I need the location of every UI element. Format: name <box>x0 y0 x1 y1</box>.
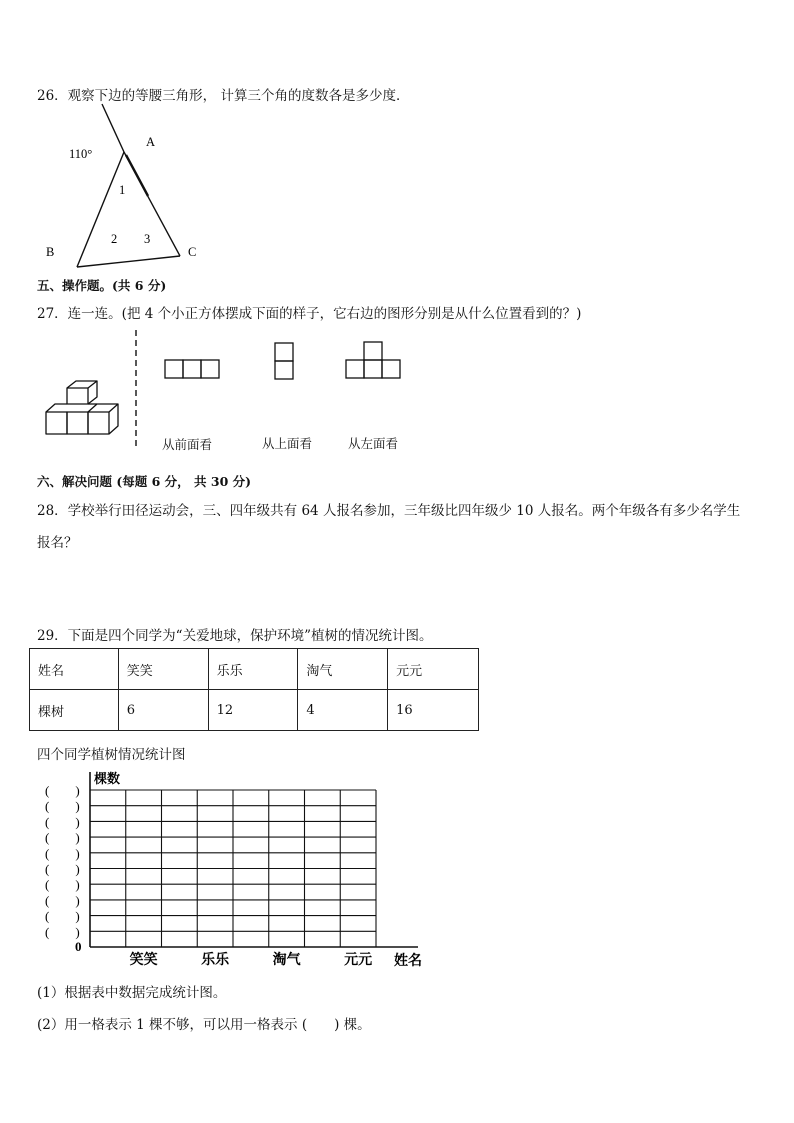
top-view-shape <box>274 342 296 382</box>
cube-stack-figure <box>40 375 130 440</box>
vertex-c-label: C <box>188 245 197 259</box>
y-tick-label: ( ) <box>45 845 80 861</box>
table-cell: 淘气 <box>298 649 388 690</box>
table-cell: 姓名 <box>30 649 119 690</box>
origin-label: 0 <box>75 939 82 954</box>
table-cell: 笑笑 <box>118 649 208 690</box>
blank-bar-chart <box>30 768 440 973</box>
angle-label-110: 110° <box>69 147 93 161</box>
table-row <box>30 690 479 731</box>
table-header-row <box>30 649 479 690</box>
q29-text: 29．下面是四个同学为“关爱地球，保护环境”植树的情况统计图。 <box>37 628 433 644</box>
chart-title: 四个同学植树情况统计图 <box>37 747 186 763</box>
vertex-a-label: A <box>146 135 156 149</box>
y-tick-labels <box>45 783 80 939</box>
dashed-divider <box>134 330 140 450</box>
table-cell: 乐乐 <box>208 649 298 690</box>
y-tick-label: ( ) <box>45 783 80 798</box>
side-ab <box>77 152 124 267</box>
view-label-top: 从上面看 <box>262 436 313 451</box>
q28-line1: 28．学校举行田径运动会，三、四年级共有 64 人报名参加，三年级比四年级少 10 人报名。两个年级各有多少名学生 <box>37 503 741 519</box>
angle-1-label: 1 <box>119 183 126 197</box>
y-tick-label: ( ) <box>45 830 80 846</box>
front-view-shape <box>164 359 224 381</box>
y-tick-label: ( ) <box>45 877 80 893</box>
view-label-left: 从左面看 <box>348 436 399 451</box>
isosceles-triangle-figure <box>40 100 220 270</box>
table-cell: 元元 <box>388 649 479 690</box>
table-cell: 棵树 <box>30 690 119 731</box>
y-tick-label: ( ) <box>45 892 80 908</box>
y-axis-label: 棵数 <box>94 771 121 786</box>
x-category-labels <box>130 951 373 968</box>
q26-text: 26．观察下边的等腰三角形， 计算三个角的度数各是多少度． <box>37 88 410 104</box>
q29-sub1: (1）根据表中数据完成统计图。 <box>37 985 227 1001</box>
angle-2-label: 2 <box>111 232 118 246</box>
q28-line2: 报名？ <box>37 535 78 551</box>
chart-grid <box>90 772 418 947</box>
y-tick-label: ( ) <box>45 924 80 940</box>
angle-3-label: 3 <box>144 232 151 246</box>
section5-title: 五、操作题。(共 6 分) <box>37 278 167 293</box>
x-category-label: 笑笑 <box>129 953 158 968</box>
x-category-label: 元元 <box>344 953 373 968</box>
y-tick-label: ( ) <box>45 908 80 924</box>
table-cell: 4 <box>298 690 388 731</box>
view-label-front: 从前面看 <box>162 437 213 452</box>
table-cell: 6 <box>118 690 208 731</box>
left-view-shape <box>345 341 405 381</box>
vertex-b-label: B <box>46 245 55 259</box>
x-category-label: 淘气 <box>272 953 301 968</box>
q29-sub2: (2）用一格表示 1 棵不够，可以用一格表示 ( ) 棵。 <box>37 1017 371 1033</box>
table-cell: 12 <box>208 690 298 731</box>
side-bc <box>77 256 180 267</box>
extended-side-line <box>102 104 124 152</box>
table-cell: 16 <box>388 690 479 731</box>
section6-title: 六、解决问题 (每题 6 分， 共 30 分) <box>37 474 252 489</box>
q27-text: 27．连一连。(把 4 个小正方体摆成下面的样子，它右边的图形分别是从什么位置看到的？) <box>37 306 582 322</box>
x-category-label: 乐乐 <box>201 953 230 968</box>
y-tick-label: ( ) <box>45 861 80 877</box>
x-axis-label: 姓名 <box>394 954 422 969</box>
tree-data-table <box>29 648 479 731</box>
y-tick-label: ( ) <box>45 814 80 830</box>
y-tick-label: ( ) <box>45 798 80 814</box>
side-ac-thick <box>126 155 148 196</box>
